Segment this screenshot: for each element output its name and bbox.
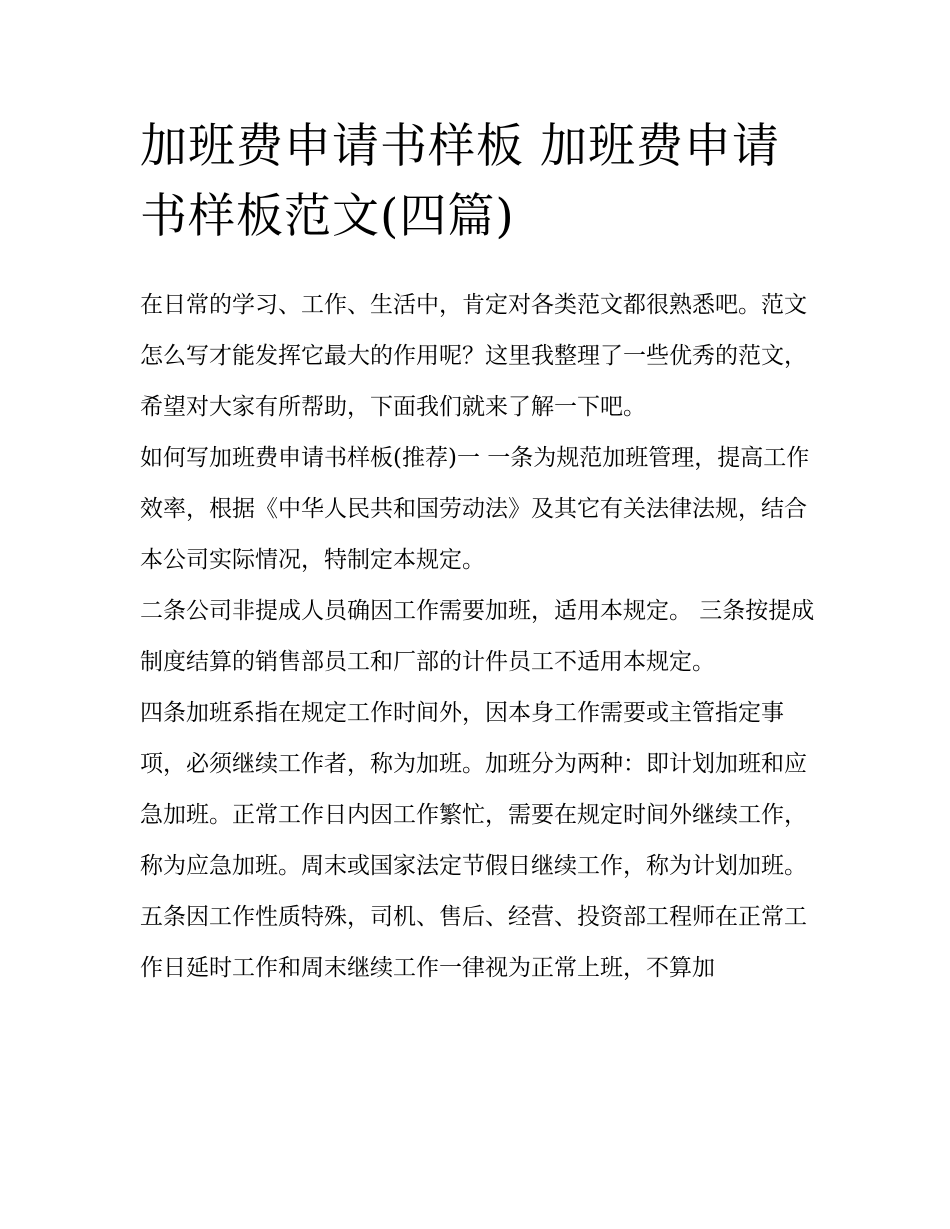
paragraph-article-1: 如何写加班费申请书样板(推荐)一 一条为规范加班管理，提高工作效率，根据《中华人民共和国劳动法》及其它有关法律法规，结合本公司实际情况，特制定本规定。: [140, 445, 810, 573]
paragraph-intro: 在日常的学习、工作、生活中，肯定对各类范文都很熟悉吧。范文怎么写才能发挥它最大的作用呢？这里我整理了一些优秀的范文，希望对大家有所帮助，下面我们就来了解一下吧。: [140, 292, 807, 420]
paragraph-article-2-3: 二条公司非提成人员确因工作需要加班，适用本规定。 三条按提成制度结算的销售部员工和厂部的计件员工不适用本规定。: [140, 598, 815, 675]
paragraph-article-5: 五条因工作性质特殊，司机、售后、经营、投资部工程师在正常工作日延时工作和周末继续工作一律视为正常上班，不算加: [140, 904, 807, 981]
paragraph-article-4: 四条加班系指在规定工作时间外，因本身工作需要或主管指定事项，必须继续工作者，称为加班。加班分为两种：即计划加班和应急加班。正常工作日内因工作繁忙，需要在规定时间外继续工作，称为应急加班。周末或国家法定节假日继续工作，称为计划加班。: [140, 700, 807, 879]
document-title: 加班费申请书样板 加班费申请书样板范文(四篇): [140, 119, 780, 244]
document-body: [140, 280, 820, 994]
